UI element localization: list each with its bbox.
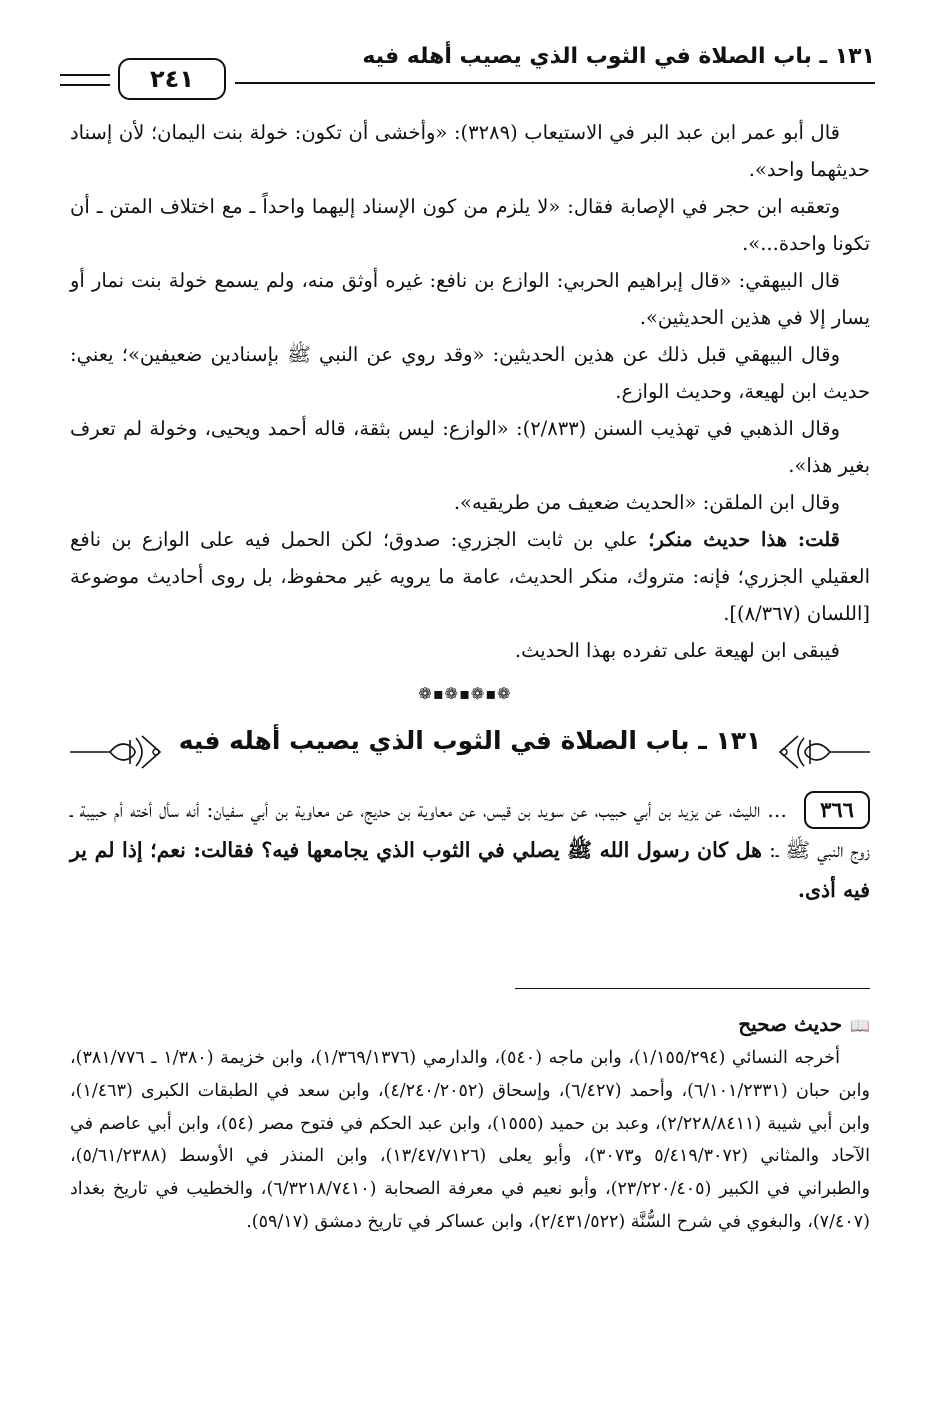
hadith-chain: ... الليث، عن يزيد بن أبي حبيب، عن سويد بن قيس، عن معاوية بن حديج، عن معاوية بن أبي سفيان: أنه سأل أخته أم حبيبة ـ زوج النبي ﷺ ـ: <box>70 798 870 862</box>
flourish-left-icon <box>70 732 170 772</box>
closing-line: فيبقى ابن لهيعة على تفرده بهذا الحديث. <box>514 639 840 662</box>
takhrij-block <box>70 1042 870 1239</box>
hadith-number: ٣٦٦ <box>804 791 870 829</box>
paragraph-ibn-abd-al-barr: قال أبو عمر ابن عبد البر في الاستيعاب (٣٢٨٩): «وأخشى أن تكون: خولة بنت اليمان؛ لأن إسناد حديثهما واحد». <box>70 121 870 181</box>
chapter-heading <box>70 712 870 782</box>
takhrij-paragraph: أخرجه النسائي (١/١٥٥/٢٩٤)، وابن ماجه (٥٤٠)، والدارمي (١/٣٦٩/١٣٧٦)، وابن خزيمة (١/٣٨٠ ـ ٣٨١/٧٧٦)، وابن حبان (٦/١٠١/٢٣٣١)، وأحمد (٦/٤٢٧)، وإسحاق (٤/٢٤٠/٢٠٥٢)، وابن سعد في الطبقات الكبرى (١/٤٦٣)، وابن أبي شيبة (٢/٢٢٨/٨٤١١)، وعبد بن حميد (١٥٥٥)، وابن عبد الحكم في فتوح مصر (٥٤)، وابن أبي عاصم في الآحاد والمثاني (٥/٤١٩/٣٠٧٢ و٣٠٧٣)، وأبو يعلى (١٣/٤٧/٧١٢٦)، وابن المنذر في الأوسط (٥/٦١/٢٣٨٨)، والطبراني في الكبير (٢٣/٢٢٠/٤٠٥)، وأبو نعيم في معرفة الصحابة (٦/٣٢١٨/٧٤١٠)، والخطيب في تاريخ بغداد (٧/٤٠٧)، والبغوي في شرح السُّنَّة (٢/٤٣١/٥٢٢)، وابن عساكر في تاريخ دمشق (٥٩/١٧). <box>70 1048 871 1232</box>
hadith-paragraph <box>70 790 870 910</box>
grade-label: حديث صحيح <box>738 1012 843 1036</box>
paragraph-bayhaqi-harbi: قال البيهقي: «قال إبراهيم الحربي: الوازع بن نافع: غيره أوثق منه، ولم يسمع خولة بنت نمار أو يسار إلا في هذين الحديثين». <box>70 269 870 329</box>
page-header <box>60 40 875 100</box>
header-left-rule <box>60 74 110 86</box>
section-ornament: ❁▪❁▪❁▪❁ <box>418 683 512 703</box>
paragraph-bayhaqi-before: وقال البيهقي قبل ذلك عن هذين الحديثين: «وقد روي عن النبي ﷺ بإسنادين ضعيفين»؛ يعني: حديث ابن لهيعة، وحديث الوازع. <box>70 343 870 403</box>
chapter-title: ١٣١ ـ باب الصلاة في الثوب الذي يصيب أهله فيه <box>178 726 762 755</box>
verdict-label: قلت: هذا حديث منكر؛ <box>648 528 840 551</box>
paragraph-dhahabi: وقال الذهبي في تهذيب السنن (٢/٨٣٣): «الوازع: ليس بثقة، قاله أحمد ويحيى، وخولة لم تعرف بغير هذا». <box>70 417 870 477</box>
running-title: ١٣١ ـ باب الصلاة في الثوب الذي يصيب أهله فيه <box>362 44 875 69</box>
footnote-divider <box>515 988 870 989</box>
book-icon: 📖 <box>850 1016 870 1035</box>
verdict-text: علي بن ثابت الجزري: صدوق؛ لكن الحمل فيه على الوازع بن نافع العقيلي الجزري؛ فإنه: متروك، منكر الحديث، عامة ما يرويه غير محفوظ، بل روى أحاديث موضوعة [اللسان (٨/٣٦٧)]. <box>70 528 870 625</box>
hadith-matn: هل كان رسول الله ﷺ يصلي في الثوب الذي يجامعها فيه؟ فقالت: نعم؛ إذا لم ير فيه أذى. <box>70 838 870 902</box>
hadith-block <box>70 790 870 910</box>
page-number: ٢٤١ <box>118 58 226 100</box>
header-rule <box>235 82 875 84</box>
commentary-block <box>70 114 870 669</box>
grade-heading <box>738 1012 870 1036</box>
paragraph-ibn-al-mulaqqin: وقال ابن الملقن: «الحديث ضعيف من طريقيه». <box>453 491 840 514</box>
verdict-paragraph <box>70 521 870 632</box>
paragraph-ibn-hajar: وتعقبه ابن حجر في الإصابة فقال: «لا يلزم من كون الإسناد إليهما واحداً ـ مع اختلاف المتن ـ أن تكونا واحدة...». <box>70 195 870 255</box>
